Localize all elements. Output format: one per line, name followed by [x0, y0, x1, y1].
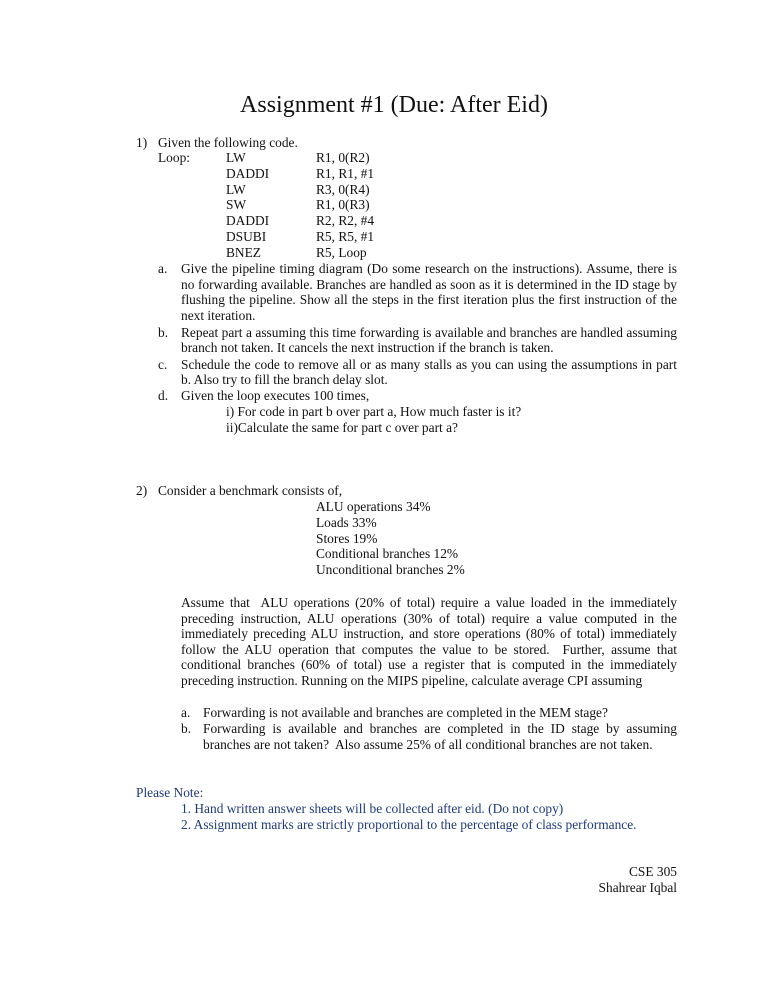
mix-item: Conditional branches 12%: [316, 546, 459, 561]
code-op: DADDI: [226, 213, 270, 229]
part-d-text: Given the loop executes 100 times,: [181, 388, 370, 403]
code-op: BNEZ: [226, 244, 261, 260]
mix-item: Loads 33%: [316, 515, 377, 530]
page-title: Assignment #1 (Due: After Eid): [240, 92, 548, 118]
mix-item: Unconditional branches 2%: [316, 562, 465, 577]
q2-part-a-marker: a.: [181, 705, 191, 720]
code-args: R3, 0(R4): [316, 181, 370, 197]
mix-item: ALU operations 34%: [316, 499, 431, 514]
mix-item: Stores 19%: [316, 530, 378, 546]
question-1-number: 1): [136, 135, 148, 150]
part-b-text: Repeat part a assuming this time forwarding is available and branches are handled assuming branch not taken. It cancels the next instruction if the branch is taken.: [181, 324, 677, 356]
part-c-marker: c.: [158, 356, 168, 372]
code-args: R5, Loop: [316, 244, 367, 260]
code-op: LW: [226, 181, 246, 197]
part-d-sub-ii: ii)Calculate the same for part c over part a?: [226, 420, 458, 435]
part-c-text: Schedule the code to remove all or as many stalls as you can using the assumptions in part b. Also try to fill the branch delay slot.: [181, 356, 677, 388]
code-op: DADDI: [226, 165, 270, 181]
code-op: LW: [226, 150, 246, 165]
code-args: R1, 0(R3): [316, 197, 370, 213]
note-heading: Please Note:: [136, 785, 204, 800]
code-args: R5, R5, #1: [316, 229, 375, 244]
code-args: R1, 0(R2): [316, 150, 370, 165]
question-2-paragraph: Assume that ALU operations (20% of total) require a value loaded in the immediately preceding instruction, ALU operations (30% of total) require a value computed in the immediately preceding ALU instruction, and store operations (80% of total) immediately follow the ALU operation that computes the value to be stored. Further, assume that conditional branches (60% of total) use a register that is computed in the immediately preceding instruction. Running on the MIPS pipeline, calculate average CPI assuming: [181, 595, 681, 688]
note-item: 2. Assignment marks are strictly proportional to the percentage of class performance.: [181, 817, 637, 832]
part-d-marker: d.: [158, 388, 169, 403]
author-name: Shahrear Iqbal: [598, 880, 677, 895]
q2-part-b-marker: b.: [181, 721, 192, 736]
part-a-text: Give the pipeline timing diagram (Do some research on the instructions). Assume, there is no forwarding available. Branches are handled as soon as it is determined in the ID stage by flushing the pipeline. Show all the steps in the first iteration plus the first instruction of the next iteration.: [181, 261, 677, 323]
course-code: CSE 305: [629, 864, 677, 879]
code-op: SW: [226, 197, 247, 213]
question-2-intro: Consider a benchmark consists of,: [158, 483, 343, 498]
q2-part-a-text: Forwarding is not available and branches are completed in the MEM stage?: [203, 705, 608, 720]
q2-part-b-text: Forwarding is available and branches are completed in the ID stage by assuming branches are not taken? Also assume 25% of all conditional branches are not taken.: [203, 721, 681, 752]
part-b-marker: b.: [158, 324, 169, 340]
question-2-number: 2): [136, 483, 148, 498]
code-args: R1, R1, #1: [316, 165, 375, 181]
part-d-sub-i: i) For code in part b over part a, How much faster is it?: [226, 404, 522, 419]
note-item: 1. Hand written answer sheets will be collected after eid. (Do not copy): [181, 801, 564, 816]
question-1-intro: Given the following code.: [158, 135, 298, 150]
code-label: Loop:: [158, 150, 190, 165]
code-op: DSUBI: [226, 229, 267, 244]
part-a-marker: a.: [158, 261, 168, 276]
code-args: R2, R2, #4: [316, 213, 375, 229]
